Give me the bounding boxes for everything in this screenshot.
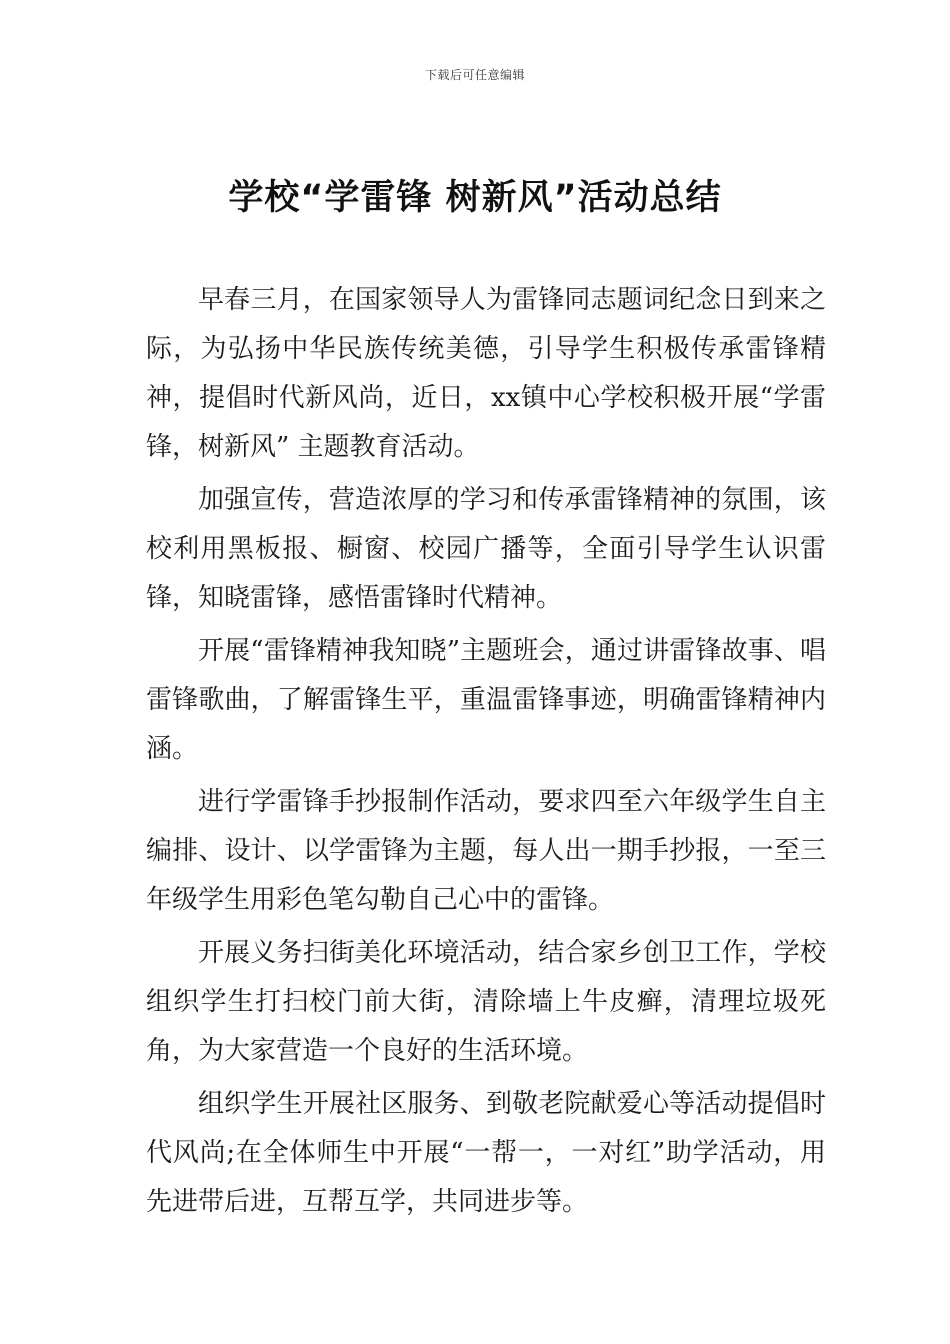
- paragraph-class-meeting: 开展“雷锋精神我知晓”主题班会，通过讲雷锋故事、唱雷锋歌曲，了解雷锋生平，重温雷锋事迹，明确雷锋精神内涵。: [146, 636, 826, 764]
- paragraph-intro: 早春三月，在国家领导人为雷锋同志题词纪念日到来之际，为弘扬中华民族传统美德，引导学生积极传承雷锋精神，提倡时代新风尚，近日，xx镇中心学校积极开展“学雷锋，树新风” 主题教育活动。: [146, 285, 826, 462]
- document-title: 学校“学雷锋 树新风”活动总结: [228, 178, 722, 218]
- page-header-note: 下载后可任意编辑: [424, 68, 525, 82]
- paragraph-publicity: 加强宣传，营造浓厚的学习和传承雷锋精神的氛围，该校利用黑板报、橱窗、校园广播等，全面引导学生认识雷锋，知晓雷锋，感悟雷锋时代精神。: [146, 485, 826, 613]
- document-body: [146, 276, 826, 1231]
- paragraph-street-cleaning: 开展义务扫街美化环境活动，结合家乡创卫工作，学校组织学生打扫校门前大街，清除墙上牛皮癣，清理垃圾死角，为大家营造一个良好的生活环境。: [146, 938, 826, 1066]
- paragraph-community-service: 组织学生开展社区服务、到敬老院献爱心等活动提倡时代风尚;在全体师生中开展“一帮一，一对红”助学活动，用先进带后进，互帮互学，共同进步等。: [146, 1089, 826, 1217]
- paragraph-handcopy-newspaper: 进行学雷锋手抄报制作活动，要求四至六年级学生自主编排、设计、以学雷锋为主题，每人出一期手抄报，一至三年级学生用彩色笔勾勒自己心中的雷锋。: [146, 787, 826, 915]
